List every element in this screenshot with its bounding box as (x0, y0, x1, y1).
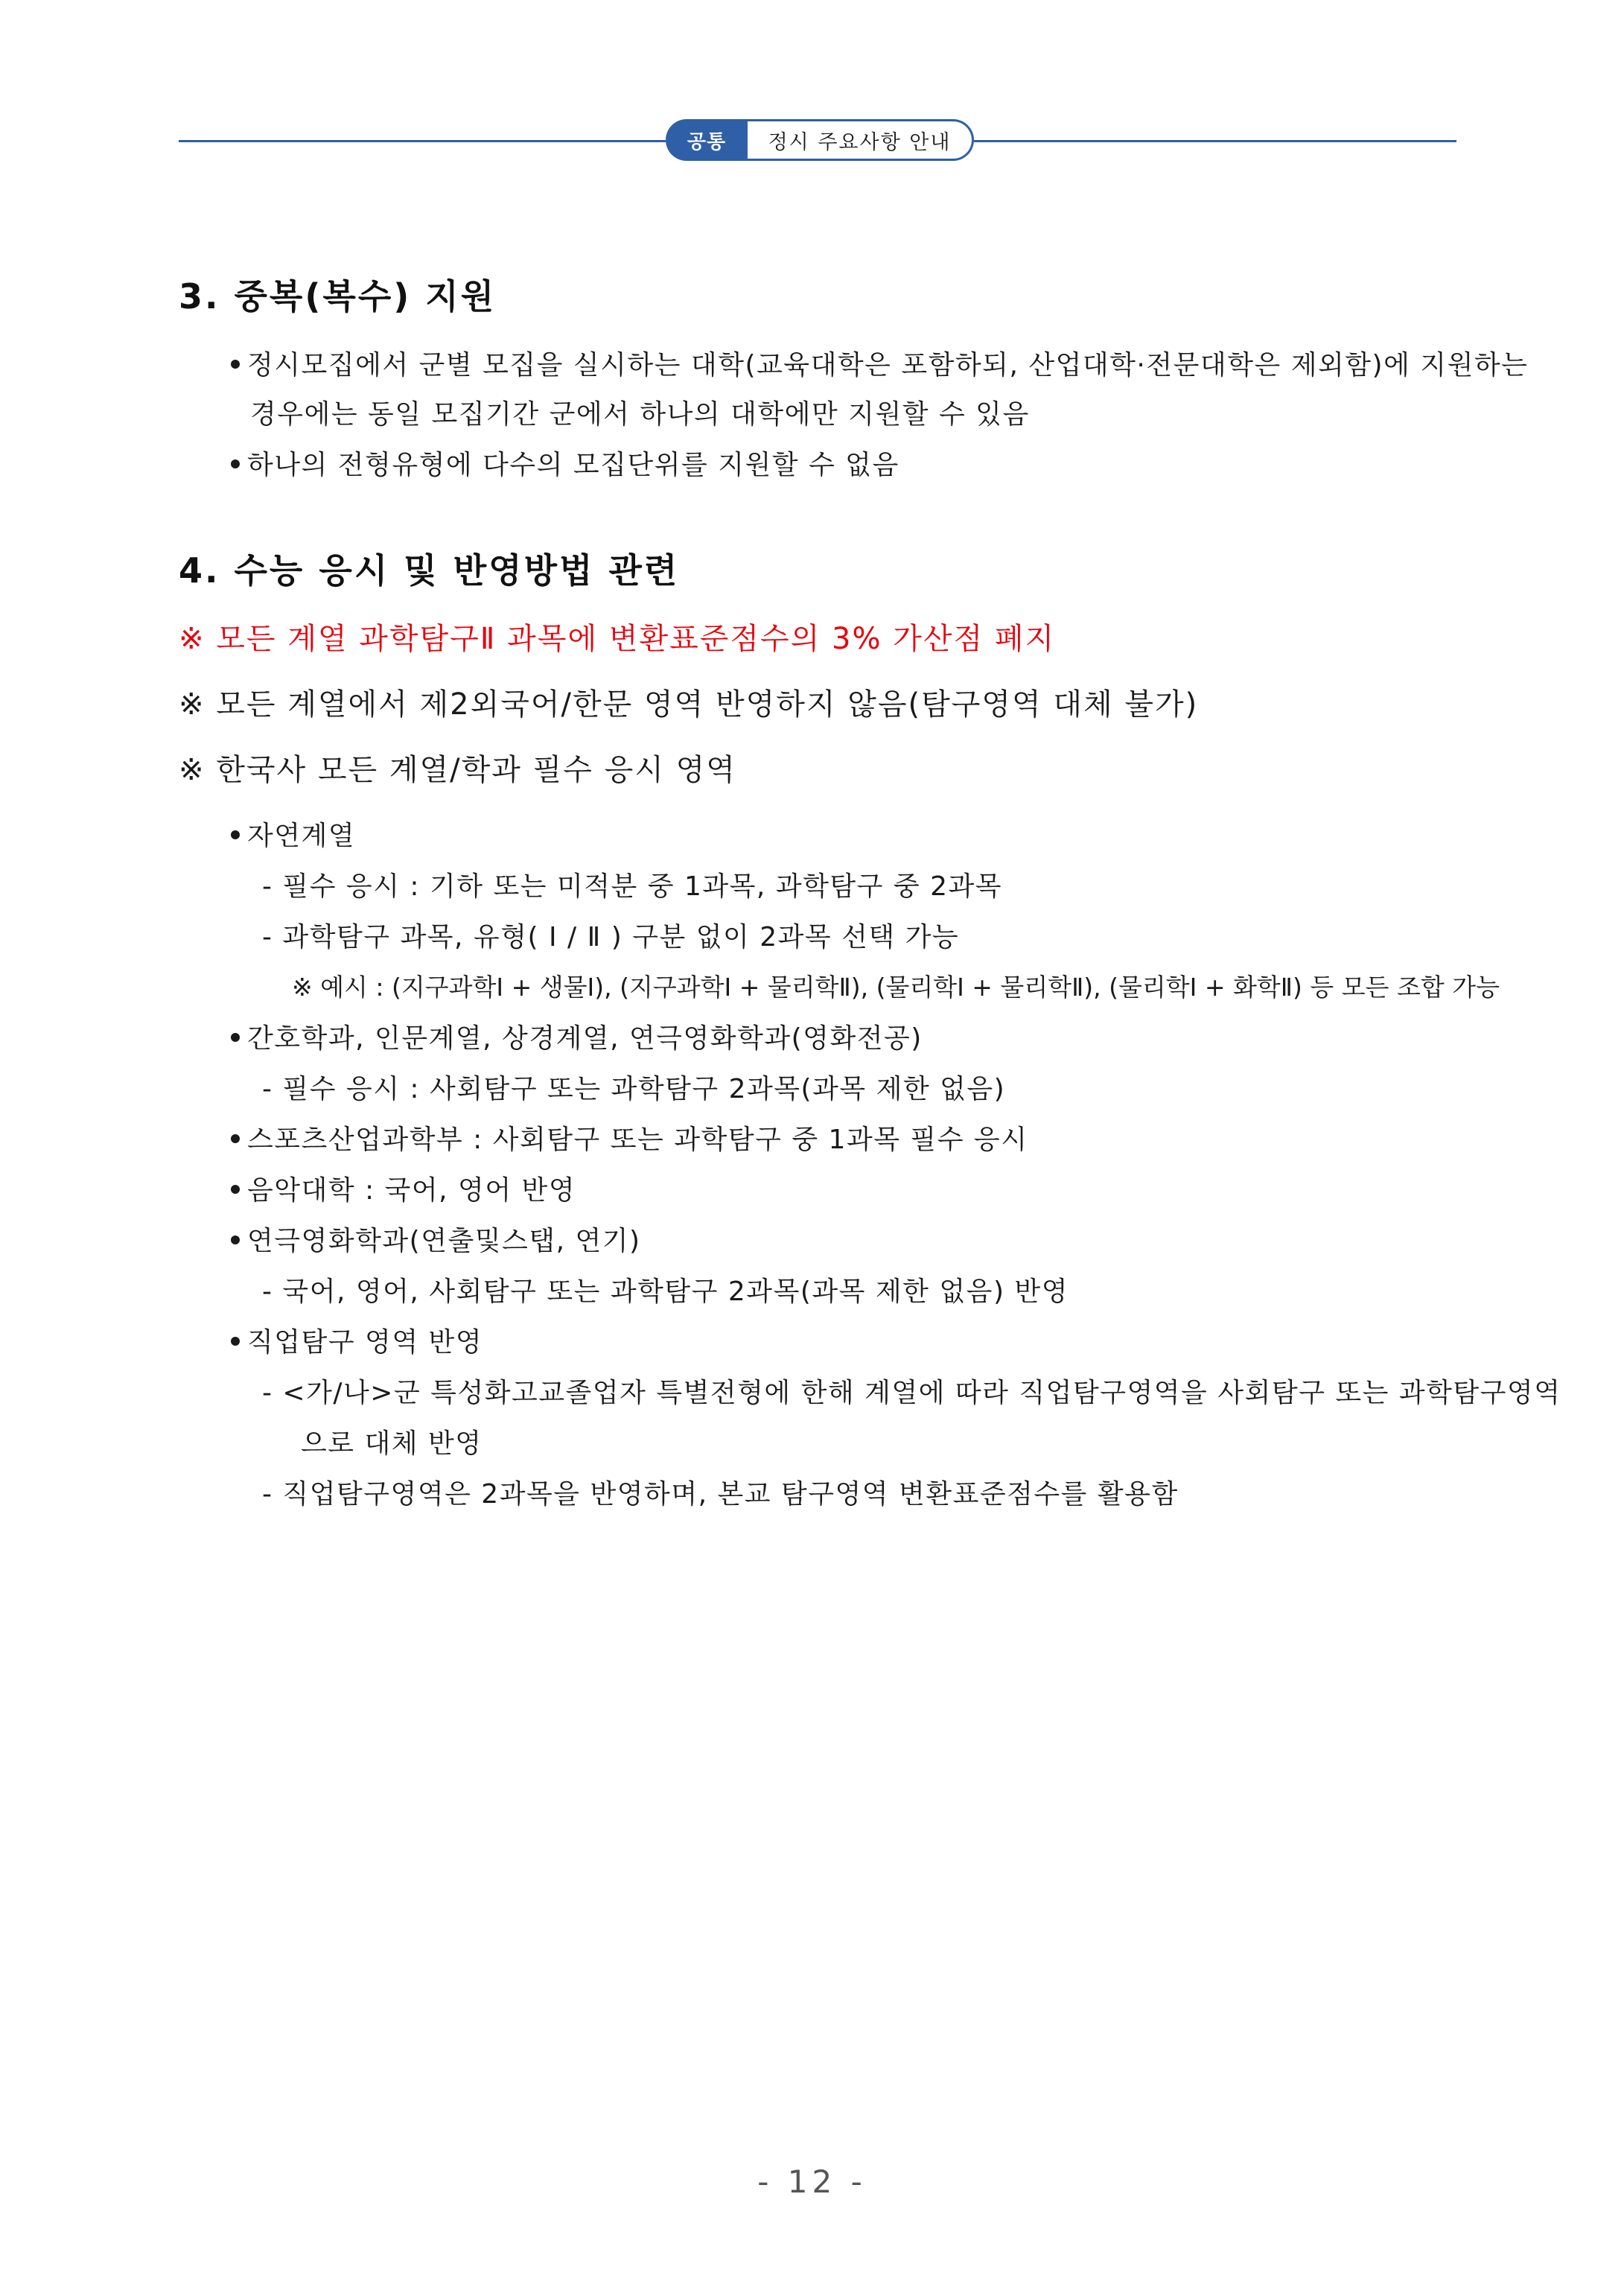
section-title-duplicate-application: 3. 중복(복수) 지원 (179, 276, 497, 317)
sub-note: ※ 예시 : (지구과학Ⅰ + 생물Ⅰ), (지구과학Ⅰ + 물리학Ⅱ), (물리학Ⅰ + 물리학Ⅱ), (물리학Ⅰ + 화학Ⅱ) 등 모든 조합 가능 (292, 973, 1500, 1002)
bullet-item: 연극영화학과(연출및스탭, 연기) (231, 1220, 641, 1258)
bullet-dot-icon (231, 1185, 240, 1194)
sub-item: - <가/나>군 특성화고교졸업자 특별전형에 한해 계열에 따라 직업탐구영역을 사회탐구 또는 과학탐구영역 (262, 1378, 1561, 1408)
bullet-item: 스포츠산업과학부 : 사회탐구 또는 과학탐구 중 1과목 필수 응시 (231, 1119, 1028, 1157)
sub-item: - 필수 응시 : 기하 또는 미적분 중 1과목, 과학탐구 중 2과목 (262, 871, 1003, 902)
header-section-label: 정시 주요사항 안내 (748, 119, 974, 161)
bullet-item: 직업탐구 영역 반영 (231, 1321, 483, 1359)
bullet-dot-icon (231, 830, 240, 839)
page-number: - 12 - (757, 2163, 867, 2200)
header-category-badge: 공통 (666, 119, 748, 161)
sub-item-continuation: 으로 대체 반영 (301, 1428, 483, 1459)
sub-item: - 국어, 영어, 사회탐구 또는 과학탐구 2과목(과목 제한 없음) 반영 (262, 1276, 1069, 1307)
sub-item: - 필수 응시 : 사회탐구 또는 과학탐구 2과목(과목 제한 없음) (262, 1074, 1006, 1104)
section-title-csat-reflection: 4. 수능 응시 및 반영방법 관련 (179, 550, 680, 591)
bullet-dot-icon (231, 360, 240, 369)
bullet-continuation: 경우에는 동일 모집기간 군에서 하나의 대학에만 지원할 수 있음 (250, 399, 1030, 430)
bullet-item: 음악대학 : 국어, 영어 반영 (231, 1169, 576, 1207)
bullet-dot-icon (231, 1337, 240, 1346)
bullet-item: 자연계열 (231, 815, 355, 853)
bullet-dot-icon (231, 1134, 240, 1143)
bullet-item: 하나의 전형유형에 다수의 모집단위를 지원할 수 없음 (231, 444, 899, 482)
bullet-item: 간호학과, 인문계열, 상경계열, 연극영화학과(영화전공) (231, 1017, 923, 1055)
notice: ※ 한국사 모든 계열/학과 필수 응시 영역 (179, 753, 736, 787)
bullet-dot-icon (231, 459, 240, 468)
bullet-dot-icon (231, 1033, 240, 1042)
sub-item: - 직업탐구영역은 2과목을 반영하며, 본교 탐구영역 변환표준점수를 활용함 (262, 1479, 1179, 1510)
notice-red: ※ 모든 계열 과학탐구Ⅱ 과목에 변환표준점수의 3% 가산점 폐지 (179, 622, 1056, 656)
sub-item: - 과학탐구 과목, 유형( Ⅰ / Ⅱ ) 구분 없이 2과목 선택 가능 (262, 922, 960, 953)
header-tab (666, 119, 974, 161)
bullet-dot-icon (231, 1236, 240, 1244)
notice: ※ 모든 계열에서 제2외국어/한문 영역 반영하지 않음(탐구영역 대체 불가) (179, 687, 1199, 722)
bullet-item: 정시모집에서 군별 모집을 실시하는 대학(교육대학은 포함하되, 산업대학·전문대학은 제외함)에 지원하는 (231, 344, 1528, 382)
